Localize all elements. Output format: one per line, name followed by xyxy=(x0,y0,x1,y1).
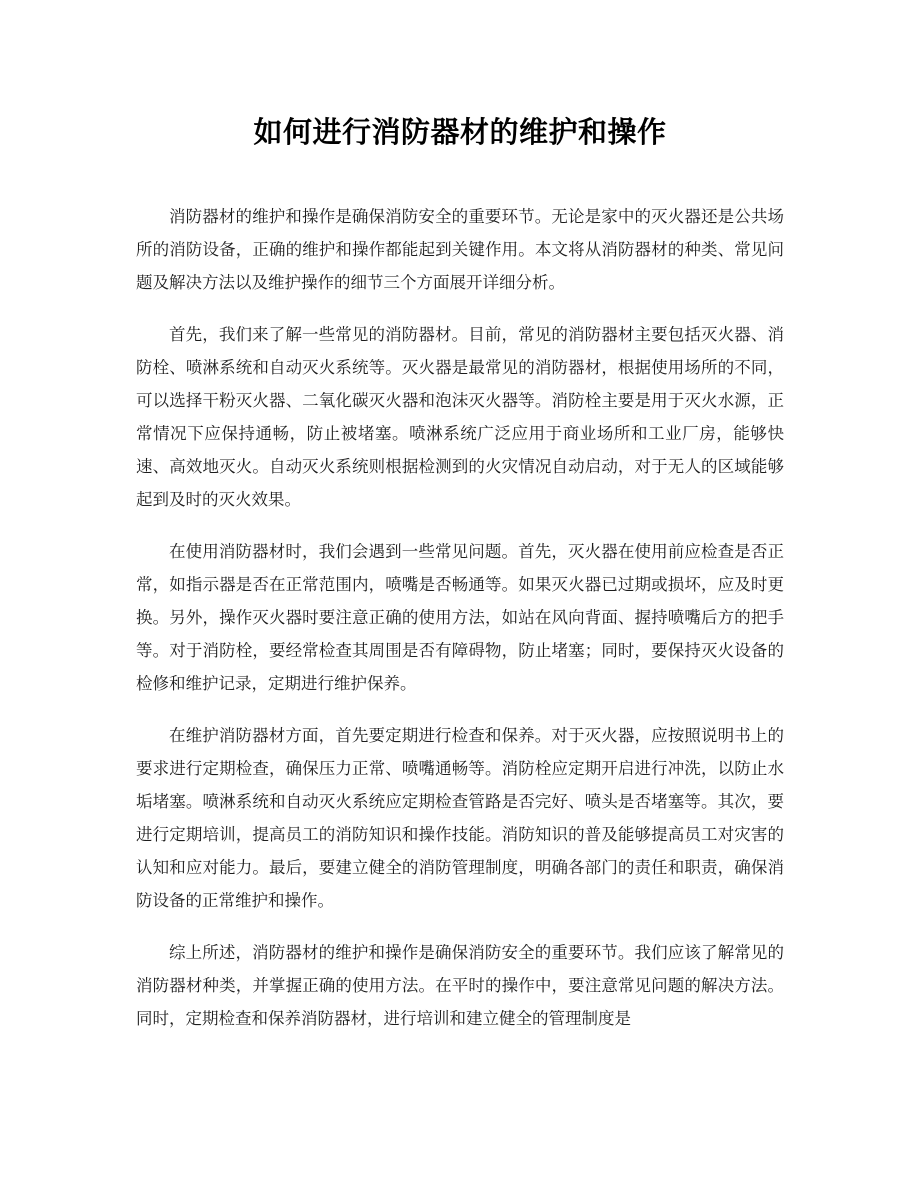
paragraph-summary: 综上所述，消防器材的维护和操作是确保消防安全的重要环节。我们应该了解常见的消防器材种类，并掌握正确的使用方法。在平时的操作中，要注意常见问题的解决方法。同时，定期检查和保养消防器材，进行培训和建立健全的管理制度是 xyxy=(136,943,784,1028)
paragraph-common-problems: 在使用消防器材时，我们会遇到一些常见问题。首先，灭火器在使用前应检查是否正常，如指示器是否在正常范围内，喷嘴是否畅通等。如果灭火器已过期或损坏，应及时更换。另外，操作灭火器时要注意正确的使用方法，如站在风向背面、握持喷嘴后方的把手等。对于消防栓，要经常检查其周围是否有障碍物，防止堵塞；同时，要保持灭火设备的检修和维护记录，定期进行维护保养。 xyxy=(136,542,784,693)
paragraph-equipment-types: 首先，我们来了解一些常见的消防器材。目前，常见的消防器材主要包括灭火器、消防栓、喷淋系统和自动灭火系统等。灭火器是最常见的消防器材，根据使用场所的不同，可以选择干粉灭火器、二氧化碳灭火器和泡沫灭火器等。消防栓主要是用于灭火水源，正常情况下应保持通畅，防止被堵塞。喷淋系统广泛应用于商业场所和工业厂房，能够快速、高效地灭火。自动灭火系统则根据检测到的火灾情况自动启动，对于无人的区域能够起到及时的灭火效果。 xyxy=(136,325,784,509)
paragraph-maintenance: 在维护消防器材方面，首先要定期进行检查和保养。对于灭火器，应按照说明书上的要求进行定期检查，确保压力正常、喷嘴通畅等。消防栓应定期开启进行冲洗，以防止水垢堵塞。喷淋系统和自动灭火系统应定期检查管路是否完好、喷头是否堵塞等。其次，要进行定期培训，提高员工的消防知识和操作技能。消防知识的普及能够提高员工对灾害的认知和应对能力。最后，要建立健全的消防管理制度，明确各部门的责任和职责，确保消防设备的正常维护和操作。 xyxy=(136,726,784,910)
paragraph-intro: 消防器材的维护和操作是确保消防安全的重要环节。无论是家中的灭火器还是公共场所的消防设备，正确的维护和操作都能起到关键作用。本文将从消防器材的种类、常见问题及解决方法以及维护操作的细节三个方面展开详细分析。 xyxy=(136,207,784,292)
page-title: 如何进行消防器材的维护和操作 xyxy=(253,115,667,149)
